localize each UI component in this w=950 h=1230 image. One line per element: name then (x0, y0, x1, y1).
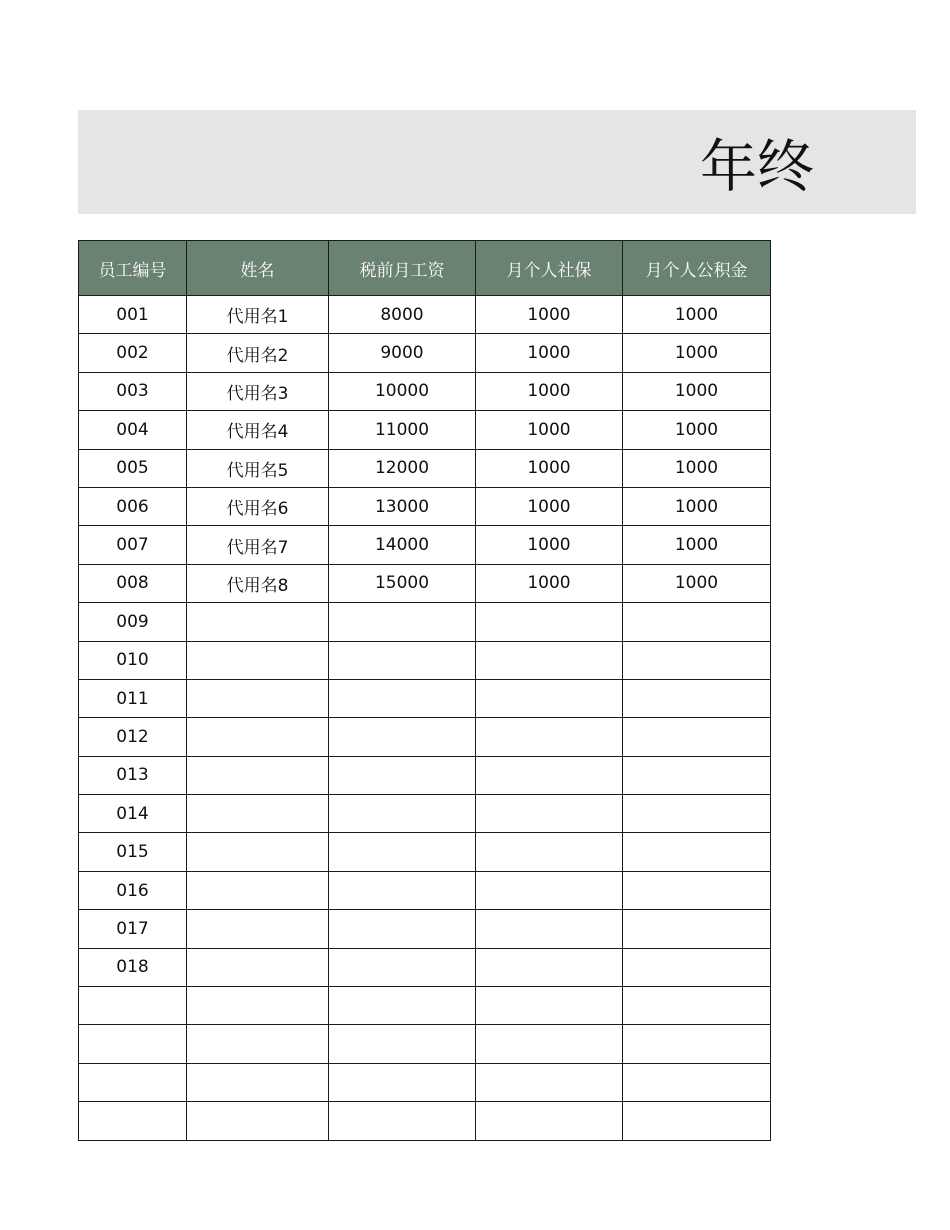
cell-social-insurance[interactable]: 1000 (476, 564, 623, 602)
cell-employee-id[interactable]: 002 (79, 334, 187, 372)
cell-pretax-salary[interactable]: 15000 (329, 564, 476, 602)
cell-name[interactable] (187, 756, 329, 794)
cell-housing-fund[interactable]: 1000 (623, 564, 771, 602)
cell-social-insurance[interactable] (476, 1102, 623, 1140)
cell-housing-fund[interactable] (623, 679, 771, 717)
cell-employee-id[interactable] (79, 1063, 187, 1101)
table-row (79, 1102, 771, 1140)
cell-social-insurance[interactable] (476, 795, 623, 833)
cell-pretax-salary[interactable]: 10000 (329, 372, 476, 410)
cell-employee-id[interactable]: 017 (79, 910, 187, 948)
cell-social-insurance[interactable]: 1000 (476, 526, 623, 564)
cell-pretax-salary[interactable] (329, 910, 476, 948)
cell-social-insurance[interactable] (476, 1063, 623, 1101)
cell-name[interactable]: 代用名8 (187, 564, 329, 602)
cell-social-insurance[interactable]: 1000 (476, 449, 623, 487)
col-header-housing-fund[interactable]: 月个人公积金 (623, 241, 771, 296)
table-row (79, 334, 771, 372)
cell-social-insurance[interactable] (476, 718, 623, 756)
col-header-name[interactable]: 姓名 (187, 241, 329, 296)
cell-pretax-salary[interactable] (329, 1025, 476, 1063)
cell-housing-fund[interactable]: 1000 (623, 411, 771, 449)
cell-employee-id[interactable]: 018 (79, 948, 187, 986)
table-row (79, 296, 771, 334)
cell-social-insurance[interactable] (476, 679, 623, 717)
cell-name[interactable] (187, 679, 329, 717)
table-row (79, 833, 771, 871)
table-row (79, 679, 771, 717)
cell-social-insurance[interactable]: 1000 (476, 296, 623, 334)
cell-name[interactable]: 代用名1 (187, 296, 329, 334)
table-row (79, 948, 771, 986)
cell-name[interactable] (187, 910, 329, 948)
cell-housing-fund[interactable] (623, 910, 771, 948)
header-row (79, 241, 771, 296)
cell-name[interactable] (187, 987, 329, 1025)
cell-social-insurance[interactable]: 1000 (476, 487, 623, 525)
cell-housing-fund[interactable] (623, 833, 771, 871)
cell-employee-id[interactable]: 015 (79, 833, 187, 871)
cell-name[interactable]: 代用名2 (187, 334, 329, 372)
cell-pretax-salary[interactable]: 8000 (329, 296, 476, 334)
table-row (79, 1025, 771, 1063)
cell-pretax-salary[interactable]: 9000 (329, 334, 476, 372)
cell-housing-fund[interactable] (623, 1102, 771, 1140)
cell-name[interactable] (187, 948, 329, 986)
cell-employee-id[interactable] (79, 1102, 187, 1140)
cell-housing-fund[interactable] (623, 948, 771, 986)
cell-housing-fund[interactable] (623, 718, 771, 756)
cell-social-insurance[interactable] (476, 948, 623, 986)
cell-social-insurance[interactable] (476, 641, 623, 679)
cell-employee-id[interactable]: 016 (79, 871, 187, 909)
table-row (79, 718, 771, 756)
cell-name[interactable] (187, 795, 329, 833)
cell-employee-id[interactable] (79, 1025, 187, 1063)
cell-pretax-salary[interactable] (329, 871, 476, 909)
cell-pretax-salary[interactable]: 13000 (329, 487, 476, 525)
cell-name[interactable] (187, 1025, 329, 1063)
cell-housing-fund[interactable] (623, 603, 771, 641)
cell-name[interactable] (187, 641, 329, 679)
sheet-title: 年终 (700, 134, 814, 200)
cell-employee-id[interactable]: 001 (79, 296, 187, 334)
cell-social-insurance[interactable] (476, 603, 623, 641)
cell-pretax-salary[interactable] (329, 756, 476, 794)
table-row (79, 526, 771, 564)
cell-name[interactable] (187, 718, 329, 756)
salary-table (78, 240, 771, 1141)
cell-pretax-salary[interactable]: 12000 (329, 449, 476, 487)
cell-name[interactable] (187, 871, 329, 909)
cell-employee-id[interactable]: 003 (79, 372, 187, 410)
cell-employee-id[interactable]: 011 (79, 679, 187, 717)
cell-housing-fund[interactable] (623, 756, 771, 794)
cell-social-insurance[interactable] (476, 910, 623, 948)
cell-pretax-salary[interactable] (329, 679, 476, 717)
table-row (79, 910, 771, 948)
table-row (79, 487, 771, 525)
cell-housing-fund[interactable] (623, 987, 771, 1025)
cell-name[interactable]: 代用名3 (187, 372, 329, 410)
cell-housing-fund[interactable] (623, 1025, 771, 1063)
cell-employee-id[interactable]: 008 (79, 564, 187, 602)
cell-employee-id[interactable]: 013 (79, 756, 187, 794)
table-body (79, 296, 771, 1141)
cell-name[interactable]: 代用名5 (187, 449, 329, 487)
cell-housing-fund[interactable] (623, 871, 771, 909)
cell-pretax-salary[interactable] (329, 718, 476, 756)
cell-pretax-salary[interactable] (329, 1063, 476, 1101)
table-row (79, 1063, 771, 1101)
cell-housing-fund[interactable]: 1000 (623, 296, 771, 334)
cell-name[interactable] (187, 833, 329, 871)
table-row (79, 411, 771, 449)
cell-housing-fund[interactable]: 1000 (623, 449, 771, 487)
cell-social-insurance[interactable]: 1000 (476, 411, 623, 449)
cell-housing-fund[interactable]: 1000 (623, 372, 771, 410)
cell-housing-fund[interactable]: 1000 (623, 487, 771, 525)
col-header-social-insurance[interactable]: 月个人社保 (476, 241, 623, 296)
cell-name[interactable] (187, 603, 329, 641)
table-row (79, 603, 771, 641)
cell-name[interactable]: 代用名6 (187, 487, 329, 525)
col-header-pretax-salary[interactable]: 税前月工资 (329, 241, 476, 296)
cell-social-insurance[interactable] (476, 871, 623, 909)
cell-housing-fund[interactable]: 1000 (623, 526, 771, 564)
cell-employee-id[interactable]: 010 (79, 641, 187, 679)
cell-housing-fund[interactable] (623, 641, 771, 679)
cell-social-insurance[interactable] (476, 756, 623, 794)
cell-housing-fund[interactable] (623, 1063, 771, 1101)
cell-pretax-salary[interactable] (329, 795, 476, 833)
table-row (79, 449, 771, 487)
cell-housing-fund[interactable]: 1000 (623, 334, 771, 372)
cell-name[interactable] (187, 1063, 329, 1101)
cell-employee-id[interactable]: 004 (79, 411, 187, 449)
cell-name[interactable]: 代用名4 (187, 411, 329, 449)
cell-pretax-salary[interactable] (329, 833, 476, 871)
cell-pretax-salary[interactable] (329, 948, 476, 986)
cell-pretax-salary[interactable] (329, 1102, 476, 1140)
table-row (79, 756, 771, 794)
cell-name[interactable] (187, 1102, 329, 1140)
table-row (79, 641, 771, 679)
cell-employee-id[interactable]: 012 (79, 718, 187, 756)
cell-social-insurance[interactable] (476, 1025, 623, 1063)
cell-social-insurance[interactable] (476, 987, 623, 1025)
cell-social-insurance[interactable]: 1000 (476, 334, 623, 372)
cell-pretax-salary[interactable]: 11000 (329, 411, 476, 449)
cell-employee-id[interactable]: 014 (79, 795, 187, 833)
cell-employee-id[interactable]: 007 (79, 526, 187, 564)
cell-pretax-salary[interactable] (329, 603, 476, 641)
col-header-employee-id[interactable]: 员工编号 (79, 241, 187, 296)
table-row (79, 564, 771, 602)
cell-pretax-salary[interactable]: 14000 (329, 526, 476, 564)
title-band (78, 110, 916, 214)
table-row (79, 795, 771, 833)
cell-pretax-salary[interactable] (329, 987, 476, 1025)
table-row (79, 871, 771, 909)
cell-employee-id[interactable]: 006 (79, 487, 187, 525)
table-row (79, 987, 771, 1025)
cell-employee-id[interactable]: 009 (79, 603, 187, 641)
cell-housing-fund[interactable] (623, 795, 771, 833)
cell-social-insurance[interactable]: 1000 (476, 372, 623, 410)
cell-social-insurance[interactable] (476, 833, 623, 871)
table-row (79, 372, 771, 410)
cell-pretax-salary[interactable] (329, 641, 476, 679)
cell-employee-id[interactable] (79, 987, 187, 1025)
cell-employee-id[interactable]: 005 (79, 449, 187, 487)
cell-name[interactable]: 代用名7 (187, 526, 329, 564)
